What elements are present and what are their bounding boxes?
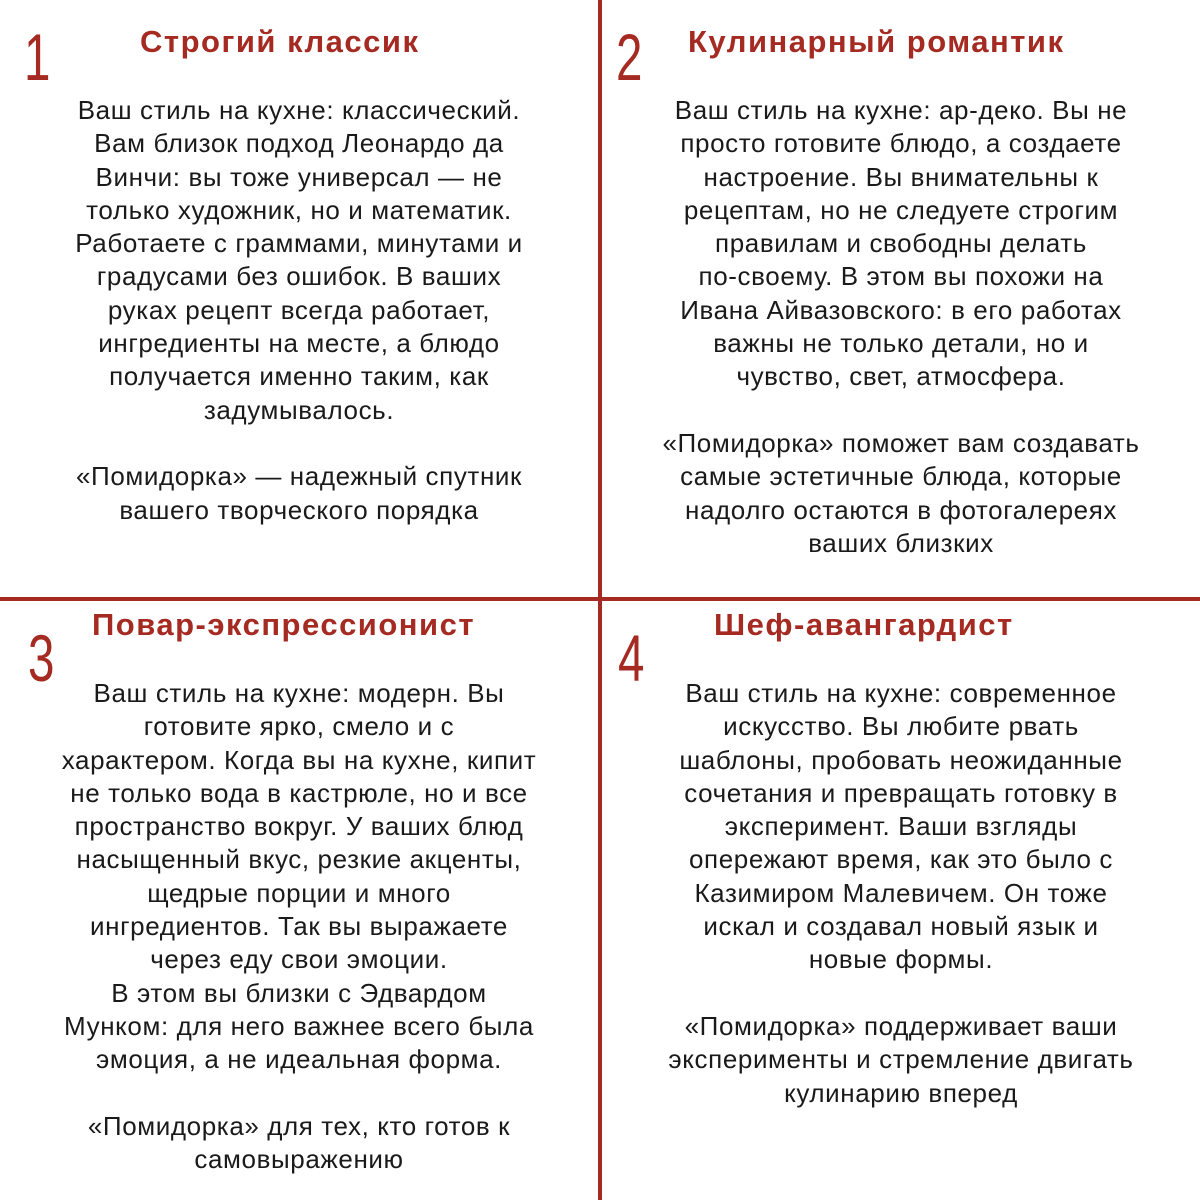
text-line: опережают время, как это было с — [689, 844, 1113, 875]
text-line: Ваш стиль на кухне: классический. — [77, 95, 521, 125]
text-line: важны не только детали, но и — [713, 328, 1089, 359]
text-line: щедрые порции и много — [147, 877, 451, 908]
paragraph-gap — [602, 977, 1200, 1010]
quadrant-body — [602, 94, 1200, 560]
text-line: через еду свои эмоции. — [150, 944, 448, 975]
text-line: руках рецепт всегда работает, — [107, 294, 491, 325]
text-line: эксперименты и стремление двигать — [668, 1044, 1134, 1075]
text-line: «Помидорка» поддерживает ваши — [684, 1010, 1118, 1041]
description-text — [0, 94, 598, 427]
quadrant-number: 1 — [24, 20, 51, 94]
text-line: Ваш стиль на кухне: модерн. Вы — [93, 678, 505, 708]
quadrant-number: 4 — [618, 621, 645, 695]
paragraph-gap — [0, 1077, 598, 1110]
text-line: Ваш стиль на кухне: современное — [685, 678, 1117, 708]
quadrant-title: Повар-экспрессионист — [92, 607, 476, 642]
text-line: вашего творческого порядка — [119, 494, 479, 525]
text-line: В этом вы близки с Эдвардом — [111, 977, 487, 1008]
quadrant-number: 2 — [616, 20, 643, 94]
quadrant-number: 3 — [28, 621, 55, 695]
description-text — [0, 677, 598, 1077]
text-line: самые эстетичные блюда, которые — [680, 461, 1122, 492]
text-line: искусство. Вы любите рвать — [723, 711, 1079, 742]
text-line: по-своему. В этом вы похожи на — [698, 261, 1104, 292]
text-line: рецептам, но не следуете строгим — [683, 194, 1119, 225]
text-line: Ивана Айвазовского: в его работах — [680, 294, 1122, 325]
text-line: пространство вокруг. У ваших блюд — [74, 811, 524, 842]
text-line: готовите ярко, смело и с — [143, 711, 455, 742]
text-line: Ваш стиль на кухне: ар-деко. Вы не — [674, 95, 1128, 125]
quadrant-body — [602, 677, 1200, 1110]
text-line: насыщенный вкус, резкие акценты, — [76, 844, 522, 875]
quadrant-title: Кулинарный романтик — [688, 24, 1065, 59]
quadrant-body — [0, 94, 598, 527]
tagline-text — [0, 1110, 598, 1177]
text-line: ингредиентов. Так вы выражаете — [89, 911, 508, 942]
text-line: шаблоны, пробовать неожиданные — [679, 744, 1123, 775]
text-line: настроение. Вы внимательны к — [703, 161, 1099, 192]
description-text — [602, 94, 1200, 394]
text-line: «Помидорка» — надежный спутник — [76, 461, 522, 492]
text-line: надолго остаются в фотогалереях — [684, 494, 1118, 525]
quadrant-strict-classic — [0, 0, 598, 597]
text-line: искал и создавал новый язык и — [703, 911, 1099, 942]
text-line: характером. Когда вы на кухне, кипит — [61, 744, 537, 775]
paragraph-gap — [602, 394, 1200, 427]
paragraph-gap — [0, 427, 598, 460]
text-line: сочетания и превращать готовку в — [684, 777, 1118, 808]
text-line: Мунком: для него важнее всего была — [64, 1010, 534, 1041]
text-line: ваших близких — [808, 527, 994, 558]
text-line: «Помидорка» для тех, кто готов к — [87, 1110, 511, 1141]
text-line: эмоция, а не идеальная форма. — [96, 1044, 502, 1075]
text-line: новые формы. — [808, 944, 994, 975]
text-line: просто готовите блюдо, а создаете — [680, 128, 1122, 159]
quadrant-chef-expressionist — [0, 601, 598, 1198]
text-line: ингредиенты на месте, а блюдо — [98, 328, 500, 359]
text-line: получается именно таким, как — [109, 361, 489, 392]
text-line: только художник, но и математик. — [86, 194, 512, 225]
quadrant-body — [0, 677, 598, 1176]
text-line: Винчи: вы тоже универсал — не — [95, 161, 503, 192]
text-line: «Помидорка» поможет вам создавать — [662, 427, 1140, 458]
text-line: кулинарию вперед — [784, 1077, 1018, 1108]
text-line: Работаете с граммами, минутами и — [75, 228, 523, 259]
tagline-text — [602, 1010, 1200, 1110]
tagline-text — [0, 460, 598, 527]
text-line: не только вода в кастрюле, но и все — [70, 777, 528, 808]
text-line: самовыражению — [194, 1144, 404, 1175]
text-line: градусами без ошибок. В ваших — [96, 261, 502, 292]
text-line: Казимиром Малевичем. Он тоже — [694, 877, 1108, 908]
quadrant-title: Шеф-авангардист — [714, 607, 1014, 642]
description-text — [602, 677, 1200, 977]
quadrant-title: Строгий классик — [140, 24, 420, 59]
text-line: Вам близок подход Леонардо да — [94, 128, 504, 159]
quadrant-culinary-romantic — [602, 0, 1200, 597]
text-line: эксперимент. Ваши взгляды — [724, 811, 1078, 842]
tagline-text — [602, 427, 1200, 560]
text-line: правилам и свободны делать — [715, 228, 1087, 259]
quadrant-chef-avantgardist — [602, 601, 1200, 1198]
text-line: задумывалось. — [203, 394, 395, 425]
text-line: чувство, свет, атмосфера. — [736, 361, 1066, 392]
